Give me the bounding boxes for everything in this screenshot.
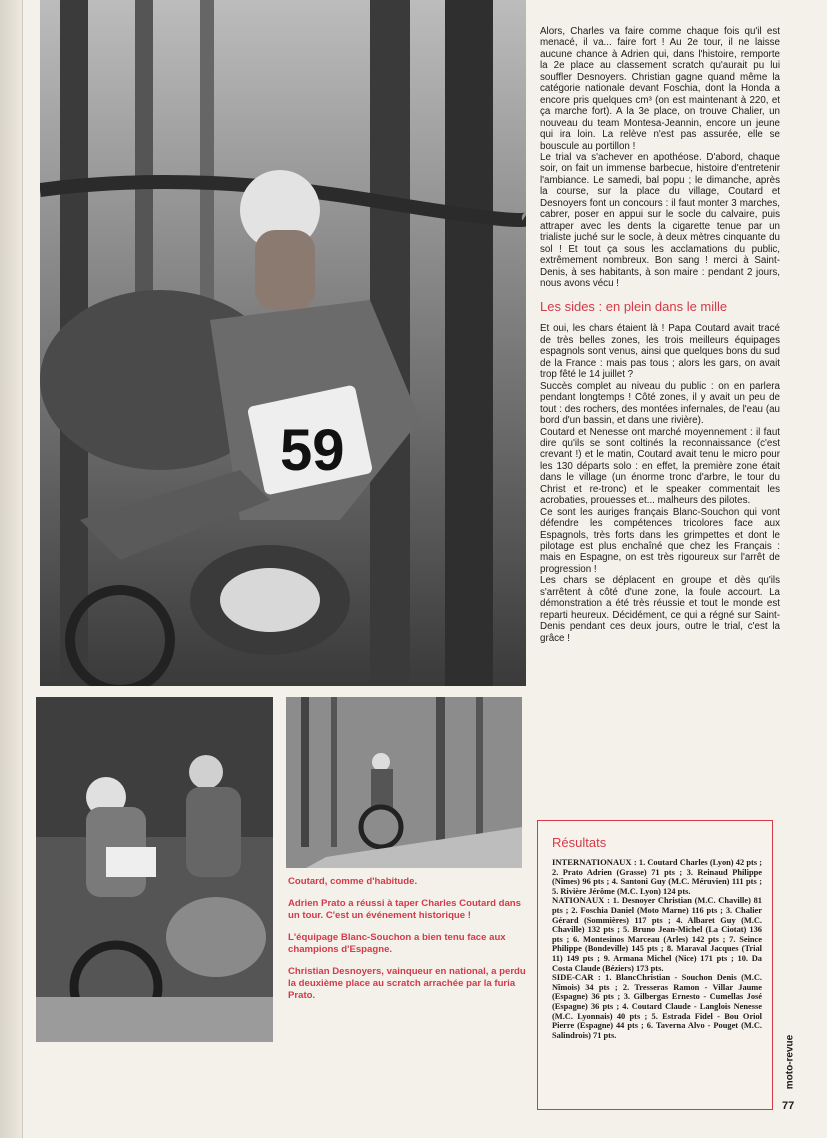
article-paragraph: Les chars se déplacent en groupe et dès qu'ils s'arrêtent à côté d'une zone, la foule accourt. La démonstration a été très réussie et tout le monde est reparti heureux. Décidément, ce qui a régné sur Saint-Denis pendant ces deux jours, outre le trial, c'est la grâce ! (540, 575, 780, 644)
results-section-text: 1. Desnoyer Christian (M.C. Chaville) 81 pts ; 2. Foschia Daniel (Moto Marne) 116 pts ; 3. Chalier Gérard (Sommières) 117 pts ; 4. Albaret Guy (M.C. Chaville) 132 pts ; 5. Bruno Jean-Michel (La Ciotat) 136 pts ; 6. Montesinos Marceau (Arles) 142 pts ; 7. Seince Philippe (Bondeville) 145 pts ; 8. Maraval Jacques (Trial 11) 149 pts ; 9. Armana Michel (Nice) 171 pts ; 10. Da Costa Claude (Béziers) 173 pts. (552, 896, 762, 973)
results-side-car (552, 973, 762, 1040)
article-paragraph: Ce sont les auriges français Blanc-Souchon qui vont défendre les compétences tricolores face aux Espagnols, très forts dans les grimpettes et dont le pilotage est plus enchaîné que chez les Français : mais en Espagne, on est très rigoureux sur l'arrêt de progression ! (540, 506, 780, 575)
photo-sidecar-team (36, 697, 273, 1042)
results-box (537, 820, 773, 1110)
article-paragraph: Alors, Charles va faire comme chaque fois qu'il est menacé, il va... faire fort ! Au 2e tour, il ne laisse aucune chance à Adrien qui, dans l'histoire, remporte la 2e place au classement scratch qu'aurait pu lui souffler Desnoyers. Christian gagne quand même la catégorie nationale devant Foschia, dont la Honda a encore pris quelques cm³ (on est maintenant à 220, et ça marche fort). A la 3e place, on trouve Chalier, un nouveau du team Montesa-Jeannin, encore un jeune qui ira loin. La relève n'est pas assurée, elle se bouscule au portillon ! (540, 26, 780, 152)
results-nationaux (552, 896, 762, 973)
article-paragraph: Succès complet au niveau du public : on en parlera pendant longtemps ! Côté zones, il y avait un peu de tout : des rochers, des montées infernales, de l'eau (au bord d'un bassin, et dans une rivière). (540, 380, 780, 427)
results-section-text: 1. Coutard Charles (Lyon) 42 pts ; 2. Prato Adrien (Grasse) 71 pts ; 3. Reinaud Philippe (Nîmes) 96 pts ; 4. Santoni Guy (M.C. Méruvien) 111 pts ; 5. Rivière Jérôme (M.C. Lyon) 124 pts. (552, 858, 763, 896)
main-photo-rider (40, 0, 526, 686)
main-photo-illustration (40, 0, 526, 686)
article-column (540, 26, 780, 644)
article-paragraph: Et oui, les chars étaient là ! Papa Coutard avait tracé de très belles zones, les trois meilleurs équipages espagnols sont venus, ainsi que quelques bons du sud de la France : mais pas tous ; alors les gars, on avait trop fêté le 14 juillet ? (540, 323, 780, 381)
race-bib-number: 59 (280, 418, 345, 483)
photo-forest-section (286, 697, 522, 868)
caption-prato: Adrien Prato a réussi à taper Charles Coutard dans un tour. C'est un événement historique ! (288, 898, 521, 921)
section-heading-sides: Les sides : en plein dans le mille (540, 299, 728, 315)
adjacent-page-edge (0, 0, 23, 1138)
results-internationaux (552, 858, 762, 896)
article-paragraph: Coutard et Nenesse ont marché moyennement : il faut dire qu'ils se sont coltinés la reconnaissance (c'est crevant !) et le matin, Coutard avait tenu le micro pour les 130 départs solo : en effet, la première zone était dans le village (un énorme tronc d'arbre, le tour du Christ et re-tronc) et le speaker commentait les acrobaties, prouesses et... malheurs des pilotes. (540, 426, 780, 507)
caption-coutard: Coutard, comme d'habitude. (288, 876, 418, 887)
magazine-name: moto-revue (784, 1034, 796, 1090)
results-section-text: 1. BlancChristian - Souchon Denis (M.C. Nîmois) 34 pts ; 2. Tresseras Ramon - Villar Jaume (Espagne) 36 pts ; 3. Gilbergas Ernesto - Cumellas José (Espagne) 36 pts ; 4. Coutard Claude - Langlois Nenesse (M.C. Lyonnais) 40 pts ; 5. Estrada Fidel - Bou Oriol Pierre (Espagne) 44 pts ; 6. Taverna Alvo - Pouget (M.C. Salindrois) 71 pts. (552, 973, 762, 1040)
photo-captions (288, 876, 528, 1012)
results-section-title: SIDE-CAR : (552, 972, 601, 983)
article-paragraph: Le trial va s'achever en apothéose. D'abord, chaque soir, on fait un immense barbecue, histoire d'entretenir l'ambiance. Le samedi, bal popu ; le dimanche, après la course, sur la place du village, Coutard et Desnoyers font un concours : il faut monter 3 marches, cabrer, poser en appui sur le socle du calvaire, puis attraper avec les dents la cigarette tenue par un trialiste juché sur le socle, à deux mètres cinquante du sol ! Et tout ça sous les acclamations du public, extrêmement nombreux. Bon sang ! merci à Saint-Denis, à ses habitants, à son maire : pendant 2 jours, nous avons vécu ! (540, 151, 780, 289)
results-title: Résultats (552, 835, 607, 850)
caption-desnoyers: Christian Desnoyers, vainqueur en national, a perdu la deuxième place au scratch arrachée par la furia Prato. (288, 966, 526, 1001)
results-section-title: INTERNATIONAUX : (552, 857, 637, 867)
results-section-title: NATIONAUX : (552, 895, 611, 906)
caption-blanc-souchon: L'équipage Blanc-Souchon a bien tenu face aux champions d'Espagne. (288, 932, 506, 955)
page-number: 77 (782, 1100, 795, 1112)
